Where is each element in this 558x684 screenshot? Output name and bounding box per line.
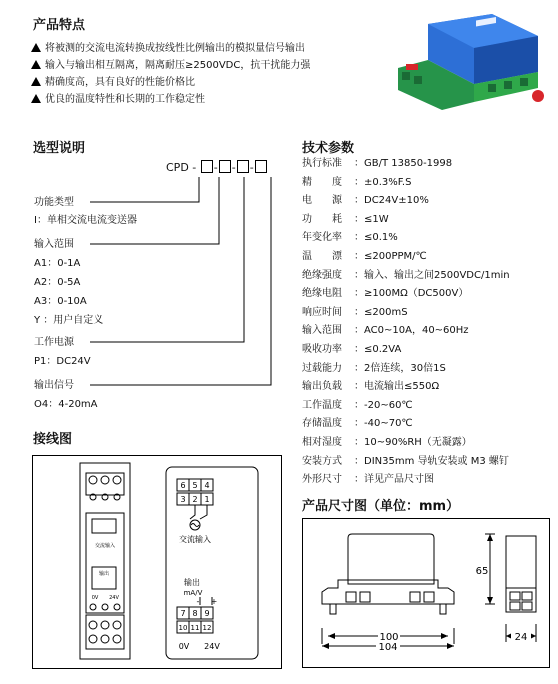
zero-v-label: 0V — [178, 642, 190, 651]
input-range-item: A3：0-10A — [34, 296, 87, 307]
input-range-item: A2：0-5A — [34, 277, 81, 288]
param-row: 执行标准 ：GB/T 13850-1998 — [302, 158, 453, 169]
output-label: 输出 — [184, 578, 200, 587]
code-box — [201, 160, 213, 173]
terminal-number: 10 — [178, 624, 188, 632]
module-24v-label: 24V — [109, 595, 119, 601]
module-in-label: 交流输入 — [94, 543, 116, 549]
plus-sign: + — [210, 597, 218, 606]
ac-input-label: 交流输入 — [179, 535, 211, 544]
param-row: 外形尺寸 ：详见产品尺寸图 — [302, 474, 434, 486]
param-row: 功 耗 ：≤1W — [302, 213, 389, 225]
power-value: P1：DC24V — [34, 356, 91, 367]
features-list — [31, 40, 351, 108]
module-front — [80, 463, 130, 659]
param-row: 过载能力 ：2倍连续，30倍1S — [302, 362, 446, 374]
output-unit: mA/V — [183, 589, 203, 597]
param-row: 相对湿度 ：10~90%RH（无凝露） — [302, 436, 472, 448]
param-row: 工作温度 ：-20~60℃ — [302, 399, 413, 411]
feature-item: 优良的温度特性和长期的工作稳定性 — [31, 91, 351, 108]
param-row: 绝缘强度 ：输入、输出之间2500VDC/1min — [302, 269, 510, 281]
param-row: 吸收功率 ：≤0.2VA — [302, 343, 402, 355]
terminal-number: 11 — [190, 624, 200, 632]
wiring-title: 接线图 — [33, 432, 73, 447]
width-inner-dimension: 100 — [379, 632, 399, 643]
input-range-label: 输入范围 — [34, 239, 74, 250]
v24-label: 24V — [204, 642, 220, 651]
dimensions-title: 产品尺寸图（单位：mm） — [302, 499, 460, 514]
feature-item: 输入与输出相互隔离，隔离耐压≥2500VDC，抗干扰能力强 — [31, 57, 351, 74]
module-ov-label: 0V — [91, 595, 99, 601]
model-code: CPD - - - - — [166, 160, 268, 174]
func-type-label: 功能类型 — [34, 197, 74, 208]
terminal-number: 1 — [204, 495, 210, 504]
input-range-item: A1：0-1A — [34, 258, 81, 269]
dimension-drawing — [302, 518, 550, 668]
code-box — [219, 160, 231, 173]
code-box — [237, 160, 249, 173]
terminal-number: 12 — [202, 624, 212, 632]
param-row: 输出负载 ：电流输出≤550Ω — [302, 381, 440, 393]
terminal-number: 9 — [204, 609, 210, 618]
param-row: 存储温度 ：-40~70℃ — [302, 418, 413, 430]
module-out-label: 输出 — [98, 571, 110, 577]
param-row: 输入范围 ：AC0~10A，40~60Hz — [302, 325, 469, 337]
triangle-bullet-icon — [31, 77, 41, 86]
output-label: 输出信号 — [34, 380, 74, 391]
func-type-value: I：单相交流电流变送器 — [34, 215, 137, 226]
minus-sign: - — [196, 597, 200, 606]
tech-title: 技术参数 — [302, 141, 355, 156]
param-row: 安装方式 ：DIN35mm 导轨安装或 M3 螺钉 — [302, 455, 509, 467]
param-row: 响应时间 ：≤200mS — [302, 306, 408, 318]
param-row: 绝缘电阻 ：≥100MΩ（DC500V） — [302, 288, 469, 300]
triangle-bullet-icon — [31, 94, 41, 103]
input-range-item: Y ：用户自定义 — [34, 315, 104, 326]
param-row: 精 度 ：±0.3%F.S — [302, 176, 412, 188]
selection-title: 选型说明 — [33, 141, 86, 156]
param-row: 年变化率 ：≤0.1% — [302, 232, 398, 244]
tech-param-list — [302, 155, 510, 490]
triangle-bullet-icon — [31, 43, 41, 52]
terminal-number: 4 — [204, 481, 210, 490]
triangle-bullet-icon — [31, 60, 41, 69]
width-outer-dimension: 104 — [378, 642, 398, 653]
model-code-prefix: CPD - — [166, 161, 197, 174]
param-row: 温 漂 ：≤200PPM/℃ — [302, 250, 427, 262]
height-dimension: 65 — [475, 566, 489, 577]
terminal-number: 5 — [192, 481, 198, 490]
feature-item: 将被测的交流电流转换成按线性比例输出的模拟量信号输出 — [31, 40, 351, 57]
product-photo — [388, 6, 548, 116]
feature-item: 精确度高，具有良好的性能价格比 — [31, 74, 351, 91]
wiring-diagram — [32, 455, 282, 669]
power-label: 工作电源 — [34, 337, 74, 348]
terminal-number: 2 — [192, 495, 198, 504]
features-title: 产品特点 — [33, 18, 86, 33]
terminal-number: 8 — [192, 609, 198, 618]
output-value: O4：4-20mA — [34, 399, 98, 410]
terminal-number: 7 — [180, 609, 186, 618]
terminal-number: 6 — [180, 481, 186, 490]
code-box — [255, 160, 267, 173]
param-row: 电 源 ：DC24V±10% — [302, 195, 429, 207]
terminal-number: 3 — [180, 495, 186, 504]
depth-dimension: 24 — [514, 632, 528, 643]
